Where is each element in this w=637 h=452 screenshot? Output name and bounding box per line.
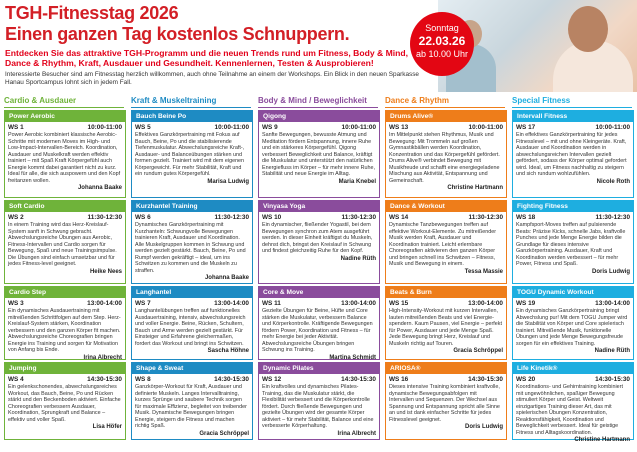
badge-time: ab 10.00 Uhr	[415, 49, 469, 59]
workshop-meta	[5, 374, 125, 383]
workshop-name: Dance & Workout	[386, 201, 506, 212]
workshop-trainer: Nicole Roth	[596, 178, 630, 185]
workshop-name: Shape & Sweat	[132, 363, 252, 374]
workshop-description: Sanfte Bewegungen, bewusste Atmung und Meditation fördern Entspannung, innere Ruhe und ein stärkeres Körpergefühl. Qigong verbessert Beweglichkeit und Balance, kräftigt die Muskulatur und unterstützt den natürlichen Energiefluss im Körper – für mehr innere Ruhe, Stabilität und neue Energie im Alltag.	[262, 132, 375, 177]
workshop-time: 14:30-15:30	[595, 376, 630, 383]
workshop-card	[385, 110, 507, 198]
column-header: Dance & Rhythm	[385, 96, 505, 108]
badge-day: Sonntag	[425, 23, 459, 33]
workshop-trainer: Maria Knebel	[338, 178, 376, 185]
workshop-number: WS 15	[389, 300, 409, 307]
workshop-description: Dieses intensive Training kombiniert kraftvolle, dynamische Bewegungsabfolgen mit Intervallen und Sequenzen. Der Wechsel aus Spannung und Entspannung spricht alle Sinne an und ist dank einfacher Schritte für jedes Fitnesslevel geeignet.	[389, 384, 500, 423]
workshop-meta	[386, 374, 506, 383]
workshop-card	[512, 110, 634, 198]
column-5	[512, 96, 632, 443]
workshop-description: Langhantelübungen treffen auf funktionelles Ausdauertraining, intensiv, abwechslungsreich und voller Energie. Beine, Rücken, Schultern, Bauch und Arme werden gezielt gestärkt. Für Einsteiger und Erfahrene gleichermaßen, fordert das Workout und bringt ins Schwitzen.	[135, 308, 246, 347]
workshop-number: WS 2	[8, 214, 24, 221]
workshop-trainer: Lisa Höfer	[92, 424, 122, 430]
workshop-time: 13:00-14:00	[214, 300, 249, 307]
workshop-time: 10:00-11:00	[214, 124, 249, 131]
workshop-card	[512, 362, 634, 443]
header	[0, 0, 637, 94]
workshop-trainer: Doris Ludwig	[592, 268, 630, 275]
workshop-description: Kampfsport-Moves treffen auf pulsierende Beats: Präzise Kicks, schnelle Jabs, kraftvolle Punches und jede Menge Energie bilden die Grundlage für dieses intensive Ganzkörpertraining. Ausdauer, Kraft und Koordination werden verbessert – für mehr Power, Fitness und Spaß.	[516, 222, 626, 267]
workshop-name: Drums Alive®	[386, 111, 506, 122]
workshop-description: Dynamisches Ganzkörpertraining mit Kurzhanteln: Schwungvolle Bewegungen trainieren Kraft, Ausdauer und Koordination. Alle Muskelgruppen kommen in Schwung und werden gezielt gestärkt. Bauch, Beine, Po und Rumpf werden gekräftigt – ideal, um ins Schwitzen zu kommen und die Muskeln zu straffen.	[135, 222, 246, 274]
workshop-name: Soft Cardio	[5, 201, 125, 212]
workshop-time: 13:00-14:00	[87, 300, 122, 307]
workshop-trainer: Sascha Höhne	[207, 348, 249, 354]
workshop-time: 11:30-12:30	[341, 214, 376, 221]
workshop-number: WS 4	[8, 376, 24, 383]
workshop-trainer: Christine Hartmann	[447, 185, 503, 191]
workshop-card	[258, 286, 380, 360]
workshop-card	[258, 110, 380, 198]
column-header: Body & Mind / Beweglichkeit	[258, 96, 378, 108]
workshop-name: Langhantel	[132, 287, 252, 298]
workshop-number: WS 8	[135, 376, 151, 383]
column-2	[131, 96, 251, 437]
workshop-description: Ein dynamisches Ganzkörpertraining bringt Abwechslung pur! Mit dem TOGU Jumper wird die Stabilität von Körper und Core spielerisch trainiert. Mitreißende Musik, funktionelle Übungen und jede Menge Bewegungsfreude sorgen für ein effektives Training.	[516, 308, 628, 347]
workshop-name: Power Aerobic	[5, 111, 125, 122]
workshop-trainer: Christine Hartmann	[574, 437, 630, 443]
workshop-number: WS 6	[135, 214, 151, 221]
workshop-meta	[132, 212, 252, 221]
workshop-name: Intervall Fitness	[513, 111, 633, 122]
workshop-meta	[513, 298, 633, 307]
page-subtitle: Einen ganzen Tag kostenlos Schnuppern.	[5, 24, 350, 44]
intro-text: Entdecken Sie das attraktive TGH-Programm und die neuen Trends rund um Fitness, Body & Mind, Dance & Rhythm, Kraft, Ausdauer und Gesundheit. Kennenlernen, Testen & Ausprobieren!	[5, 48, 409, 68]
workshop-description: In einem Training wird das Herz-Kreislauf-System sanft in Schwung gebracht. Abwechslungsreiche Übungen aus Aerobic, Fitness-Intervallen und Cardio sorgen für Bewegung, Spaß und neue Trainingsimpulse. Die Übungen sind einfach umsetzbar und für jedes Fitness-level geeignet.	[8, 222, 117, 267]
date-badge	[410, 12, 474, 76]
workshop-name: Vinyasa Yoga	[259, 201, 379, 212]
workshop-name: Kurzhantel Training	[132, 201, 252, 212]
workshop-card	[4, 110, 126, 198]
workshop-card	[131, 286, 253, 360]
workshop-time: 10:00-11:00	[595, 124, 630, 131]
workshop-time: 14:30-15:30	[341, 376, 376, 383]
workshop-trainer: Johanna Baake	[204, 275, 249, 281]
workshop-name: Bauch Beine Po	[132, 111, 252, 122]
column-header: Special Fitness	[512, 96, 632, 108]
workshop-trainer: Heike Nees	[89, 268, 122, 275]
workshop-meta	[132, 374, 252, 383]
workshop-time: 11:30-12:30	[468, 214, 503, 221]
column-3	[258, 96, 378, 437]
workshop-time: 11:30-12:30	[87, 214, 122, 221]
workshop-meta	[513, 374, 633, 383]
workshop-description: Dynamische Tanzbewegungen treffen auf effektive Workout-Elemente. Zu mitreißender Musik werden Kraft, Ausdauer und Koordination trainiert. Leicht erlernbare Choreografien aktivieren den ganzen Körper und bringen schnell ins Schwitzen – Fitness, Musik und Bewegung in einem.	[389, 222, 497, 267]
workshop-description: Ein dynamisches Ausdauertraining mit mitreißenden Schrittfolgen auf dem Step. Herz-Kreislauf-System stärken, Koordination verbessern und den ganzen Körper fit machen. Abwechslungsreiche Choreografien bringen Energie ins Training und sorgen für Motivation von Anfang bis Ende.	[8, 308, 121, 353]
workshop-name: Cardio Step	[5, 287, 125, 298]
workshop-description: Koordinations- und Gehirntraining kombiniert mit ungewöhnlichen, spaßiger Bewegung stimuliert Körper und Geist. Weltweit einzigartiges Training dieser Art, das mit spielerischen Übungen Konzentration, Reaktionsfähigkeit, Koordination und Beweglichkeit verbessert. Ideal für geistige Fitness und Alltagskoordination.	[516, 384, 623, 436]
workshop-number: WS 16	[389, 376, 409, 383]
workshop-name: ARIOSA®	[386, 363, 506, 374]
workshop-time: 13:00-14:00	[595, 300, 630, 307]
workshop-card	[385, 286, 507, 360]
workshop-name: Qigong	[259, 111, 379, 122]
workshop-trainer: Marisa Ludwig	[207, 178, 249, 185]
workshop-time: 14:30-15:30	[214, 376, 249, 383]
workshop-time: 14:30-15:30	[87, 376, 122, 383]
workshop-number: WS 14	[389, 214, 409, 221]
workshop-time: 11:30-12:30	[595, 214, 630, 221]
workshop-trainer: Irina Albrecht	[83, 354, 122, 361]
workshop-number: WS 20	[516, 376, 536, 383]
workshop-meta	[5, 212, 125, 221]
workshop-meta	[259, 298, 379, 307]
workshop-description: Ein dynamischer, fließender Yogastil, bei dem Bewegungen synchron zum Atem ausgeführt werden. In dieser Einheit kräftigst du Muskeln, dehnst dich, bringst den Kreislauf in Schwung und findest gleichzeitig Ruhe für den Kopf.	[262, 222, 373, 254]
workshop-number: WS 7	[135, 300, 151, 307]
workshop-card	[512, 286, 634, 360]
workshop-card	[258, 200, 380, 284]
workshop-time: 10:00-11:00	[468, 124, 503, 131]
workshop-card	[258, 362, 380, 440]
workshop-meta	[513, 212, 633, 221]
column-header: Kraft & Muskeltraining	[131, 96, 251, 108]
workshop-number: WS 1	[8, 124, 24, 131]
workshop-description: Gezielte Übungen für Beine, Hüfte und Core stärken die Muskulatur, verbessern Balance und Körperkontrolle. Kräftigende Bewegungen fördern Power, Koordination und Fitness – für mehr Energie bei jeder Aktivität. Abwechslungsreiche Übungen bringen Schwung ins Training.	[262, 308, 373, 353]
workshop-card	[4, 362, 126, 440]
workshop-name: TOGU Dynamic Workout	[513, 287, 633, 298]
workshop-trainer: Gracia Schröppel	[199, 430, 249, 437]
workshop-card	[131, 200, 253, 284]
workshop-number: WS 19	[516, 300, 536, 307]
workshop-description: Im Mittelpunkt stehen Rhythmus, Musik und Bewegung: Mit Trommeln auf großen Gymnastikbällen werden Koordination, Konzentration und das Körpergefühl gefördert. Drums Alive® verbindet Bewegung mit Musikfreude und schafft eine energiegeladene Mischung aus Aktivität, Entspannung und Gemeinschaft.	[389, 132, 500, 184]
workshop-meta	[5, 122, 125, 131]
workshop-trainer: Johanna Baake	[77, 185, 122, 191]
workshop-time: 14:30-15:30	[468, 376, 503, 383]
workshop-time: 10:00-11:00	[341, 124, 376, 131]
workshop-meta	[513, 122, 633, 131]
workshop-meta	[259, 212, 379, 221]
workshop-trainer: Doris Ludwig	[465, 424, 503, 430]
workshop-number: WS 17	[516, 124, 536, 131]
workshop-number: WS 5	[135, 124, 151, 131]
workshop-meta	[259, 122, 379, 131]
workshop-description: Ein gelenkschonendes, abwechslungsreiches Workout, das Bauch, Beine, Po und Rücken stärkt und den Beckenboden aktiviert. Einfache Choreografien verbessern Ausdauer, Koordination, Sprungkraft und Balance – effektiv und voller Spaß.	[8, 384, 121, 423]
workshop-name: Fighting Fitness	[513, 201, 633, 212]
intro-small-text: Interessierte Besucher sind am Fitnesstag herzlich willkommen, auch ohne Teilnahme an einem der Workshops. Ein Blick in den neuen Sparkasse Hanau Sportcampus lohnt sich in jedem Fall.	[5, 71, 419, 86]
workshop-card	[512, 200, 634, 284]
workshop-card	[385, 362, 507, 440]
workshop-card	[4, 286, 126, 360]
workshop-name: Dynamic Pilates	[259, 363, 379, 374]
workshop-trainer: Irina Albrecht	[337, 430, 376, 437]
workshop-trainer: Nadine Rüth	[594, 348, 630, 354]
badge-date: 22.03.26	[418, 34, 466, 48]
workshop-number: WS 12	[262, 376, 282, 383]
workshop-description: High-Intensity-Workout mit kurzen Intervallen, lauten mitreißenden Beats und viel Energie-spendern. Kaum Pausen, viel Energie – perfekt für Power, Ausdauer und jede Menge Spaß. Jede Bewegung bringt Herz, Kreislauf und Muskeln richtig auf Touren.	[389, 308, 502, 347]
workshop-description: Ein kraftvolles und dynamisches Pilates-Training, das die Muskulatur stärkt, die Flexibilität verbessert und die Körperkontrolle fördert. Durch fließende Bewegungen und gezielte Übungen wird der gesamte Körper aktiviert – für mehr Stabilität, Balance und eine verbesserte Körperhaltung.	[262, 384, 374, 429]
workshop-trainer: Nadine Rüth	[340, 255, 376, 262]
column-4	[385, 96, 505, 430]
workshop-trainer: Martina Schmidt	[329, 354, 376, 361]
workshop-description: Effektives Ganzkörpertraining mit Fokus auf Bauch, Beine, Po und die stabilisierende Tiefenmuskulatur. Abwechslungsreiche Kraft-, Ausdauer- und Balanceübungen stärken und formen gezielt. Trainiert wird mit dem eigenen Körpergewicht. Für mehr Stabilität, Kraft und ein rundum gutes Körpergefühl.	[135, 132, 245, 177]
workshop-number: WS 3	[8, 300, 24, 307]
workshop-card	[385, 200, 507, 284]
workshop-card	[4, 200, 126, 284]
workshop-number: WS 9	[262, 124, 278, 131]
workshop-number: WS 18	[516, 214, 536, 221]
page-title: TGH-Fitnesstag 2026	[5, 3, 179, 23]
workshop-description: Ganzkörper-Workout für Kraft, Ausdauer und definierte Muskeln. Langes Intervalltraining, kurzes Sprünge und saubere Technik sorgen für maximale Effizienz, begleitet von treibender Musik. Dynamische Bewegungen bringen Energie, steigern die Fitness und machen richtig Spaß.	[135, 384, 247, 429]
workshop-name: Core & Move	[259, 287, 379, 298]
workshop-meta	[386, 122, 506, 131]
column-1	[4, 96, 124, 430]
workshop-card	[131, 110, 253, 198]
workshop-description: Ein effektives Ganzkörpertraining für jedes Fitnesslevel – mit und ohne Kleingeräte. Kraft, Ausdauer und Koordination werden in abwechslungsreichen Intervallen gezielt gefördert, sodass der Körper optimal gefordert wird. Ideal, um Fitness nachhaltig zu steigern und sich rundum wohlzufühlen.	[516, 132, 627, 177]
workshop-name: Jumping	[5, 363, 125, 374]
workshop-time: 13:00-14:00	[468, 300, 503, 307]
workshop-card	[131, 362, 253, 440]
workshop-name: Life Kinetik®	[513, 363, 633, 374]
workshop-meta	[386, 298, 506, 307]
workshop-name: Beats & Burn	[386, 287, 506, 298]
workshop-trainer: Tessa Massie	[464, 268, 503, 275]
workshop-number: WS 10	[262, 214, 282, 221]
workshop-meta	[132, 298, 252, 307]
workshop-meta	[259, 374, 379, 383]
workshop-time: 10:00-11:00	[87, 124, 122, 131]
column-header: Cardio & Ausdauer	[4, 96, 124, 108]
workshop-description: Power Aerobic kombiniert klassische Aerobic-Schritte mit modernen Moves im High- und Low-Impact-Intervallen-Bereich. Koordination, Ausdauer und Muskelkraft werden effektiv trainiert – mit Spaß Kraft Körpergefühl auch Energie kommt dabei garantiert nicht zu kurz. Ideal für alle, die sich auspowern und den Kopf freitanzen wollen.	[8, 132, 121, 184]
workshop-number: WS 11	[262, 300, 281, 307]
workshop-number: WS 13	[389, 124, 409, 131]
workshop-meta	[386, 212, 506, 221]
workshop-trainer: Gracia Schröppel	[453, 348, 503, 354]
workshop-meta	[132, 122, 252, 131]
workshop-meta	[5, 298, 125, 307]
workshop-time: 13:00-14:00	[341, 300, 376, 307]
workshop-time: 11:30-12:30	[214, 214, 249, 221]
